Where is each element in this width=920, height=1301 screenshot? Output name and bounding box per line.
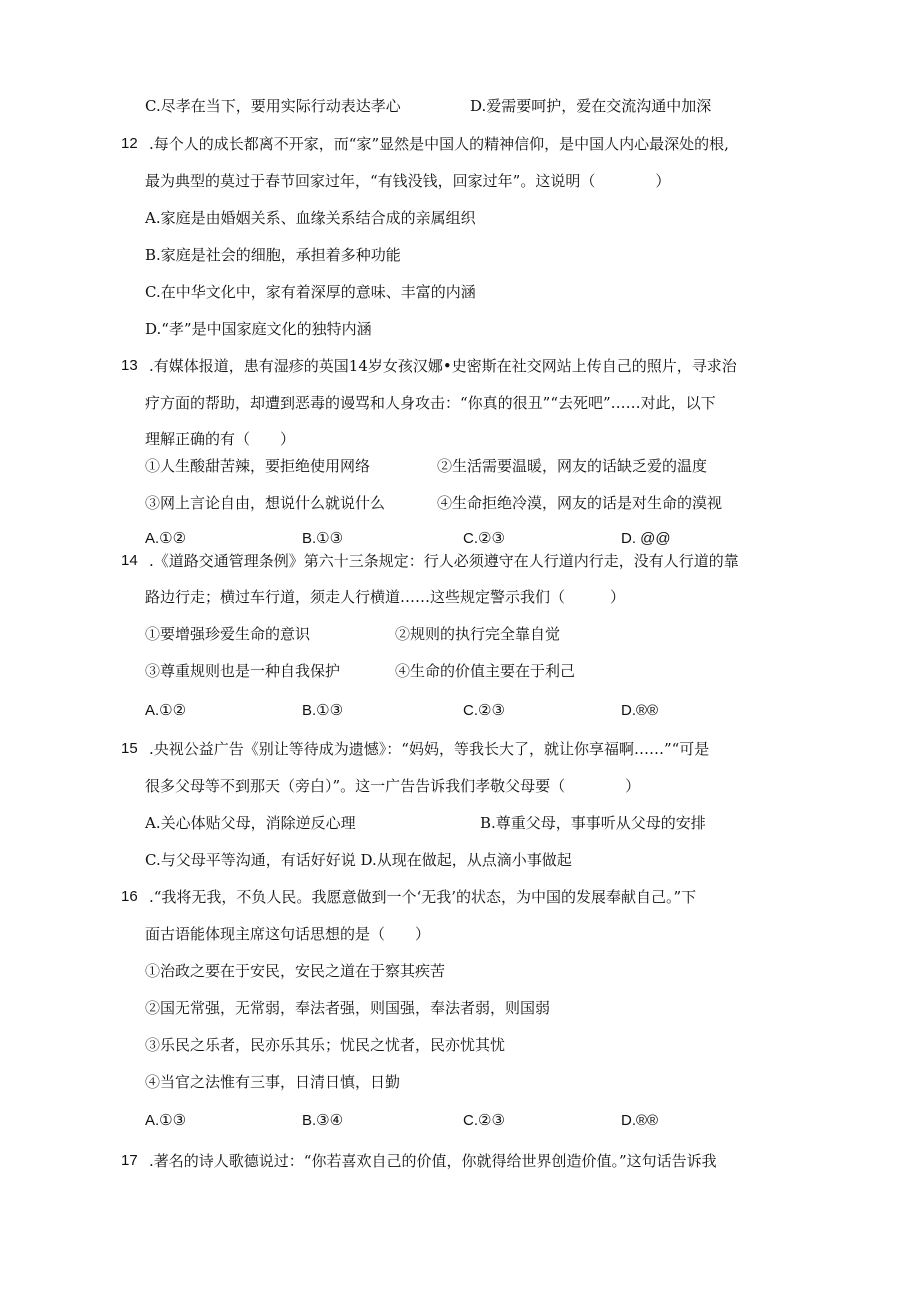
q14-item-3: ③尊重规则也是一种自我保护 [145,662,341,680]
q13-number: 13 [121,357,138,374]
q17-number: 17 [121,1152,138,1169]
q13-item-3: ③网上言论自由，想说什么就说什么 [145,494,386,512]
q14-option-b: B.①③ [302,702,344,719]
q15-stem-line2: 很多父母等不到那天（旁白）”。这一广告告诉我们孝敬父母要（ ） [145,777,641,795]
q16-option-d: D.®® [621,1112,659,1129]
q12-stem-line1: .每个人的成长都离不开家，而“家”显然是中国人的精神信仰，是中国人内心最深处的根, [149,135,729,153]
q13-option-b: B.①③ [302,530,344,547]
q14-number: 14 [121,552,138,569]
q12-option-c: C.在中华文化中，家有着深厚的意味、丰富的内涵 [145,283,476,301]
q16-number: 16 [121,888,138,905]
q13-item-4: ④生命拒绝冷漠，网友的话是对生命的漠视 [437,494,723,512]
q17-stem-line1: .著名的诗人歌德说过：“你若喜欢自己的价值，你就得给世界创造价值。”这句话告诉我 [149,1152,717,1170]
q14-option-d: D.®® [621,702,659,719]
q11-option-d: D.爱需要呵护，爱在交流沟通中加深 [470,97,712,115]
q12-number: 12 [121,135,138,152]
q16-item-3: ③乐民之乐者，民亦乐其乐；忧民之忧者，民亦忧其忧 [145,1036,506,1054]
q13-item-2: ②生活需要温暖，网友的话缺乏爱的温度 [437,457,708,475]
q16-option-c: C.②③ [463,1112,505,1129]
q12-stem-line2: 最为典型的莫过于春节回家过年，“有钱没钱，回家过年”。这说明（ ） [145,172,671,190]
q12-option-a: A.家庭是由婚姻关系、血缘关系结合成的亲属组织 [145,209,476,227]
q13-option-a: A.①② [145,530,187,547]
q16-option-b: B.③④ [302,1112,344,1129]
q13-option-c: C.②③ [463,530,505,547]
q14-option-c: C.②③ [463,702,505,719]
q15-stem-line1: .央视公益广告《别让等待成为遗憾》：“妈妈，等我长大了，就让你享福啊……”“可是 [149,740,710,758]
q16-option-a: A.①③ [145,1112,187,1129]
q12-option-b: B.家庭是社会的细胞，承担着多种功能 [145,246,401,264]
q15-number: 15 [121,740,138,757]
q13-item-1: ①人生酸甜苦辣，要拒绝使用网络 [145,457,371,475]
q14-option-a: A.①② [145,702,187,719]
q16-item-1: ①治政之要在于安民，安民之道在于察其疾苦 [145,962,446,980]
q15-option-b: B.尊重父母，事事听从父母的安排 [480,814,706,832]
q16-item-4: ④当官之法惟有三事，日清日慎，日勤 [145,1073,401,1091]
q14-stem-line1: .《道路交通管理条例》第六十三条规定：行人必须遵守在人行道内行走，没有人行道的靠 [149,552,739,570]
q11-option-c: C.尽孝在当下，要用实际行动表达孝心 [145,97,401,115]
q14-item-4: ④生命的价值主要在于利己 [395,662,576,680]
q14-item-1: ①要增强珍爱生命的意识 [145,625,311,643]
q12-option-d: D.“孝”是中国家庭文化的独特内涵 [145,320,372,338]
q15-option-a: A.关心体贴父母，消除逆反心理 [145,814,356,832]
q13-option-d: D. @@ [621,530,671,547]
q13-stem-line1: .有媒体报道，患有湿疹的英国14岁女孩汉娜•史密斯在社交网站上传自己的照片，寻求治 [149,357,737,375]
q16-item-2: ②国无常强，无常弱，奉法者强，则国强，奉法者弱，则国弱 [145,999,551,1017]
q14-stem-line2: 路边行走；横过车行道，须走人行横道……这些规定警示我们（ ） [145,588,626,606]
q16-stem-line2: 面古语能体现主席这句话思想的是（ ） [145,925,431,943]
q16-stem-line1: .“我将无我，不负人民。我愿意做到一个‘无我’的状态，为中国的发展奉献自己。”下 [149,888,697,906]
q14-item-2: ②规则的执行完全靠自觉 [395,625,561,643]
q13-stem-line2: 疗方面的帮助，却遭到恶毒的谩骂和人身攻击：“你真的很丑”“去死吧”……对此，以下 [145,394,716,412]
q13-stem-line3: 理解正确的有（ ） [145,430,296,448]
q15-option-cd: C.与父母平等沟通，有话好好说 D.从现在做起，从点滴小事做起 [145,851,572,869]
